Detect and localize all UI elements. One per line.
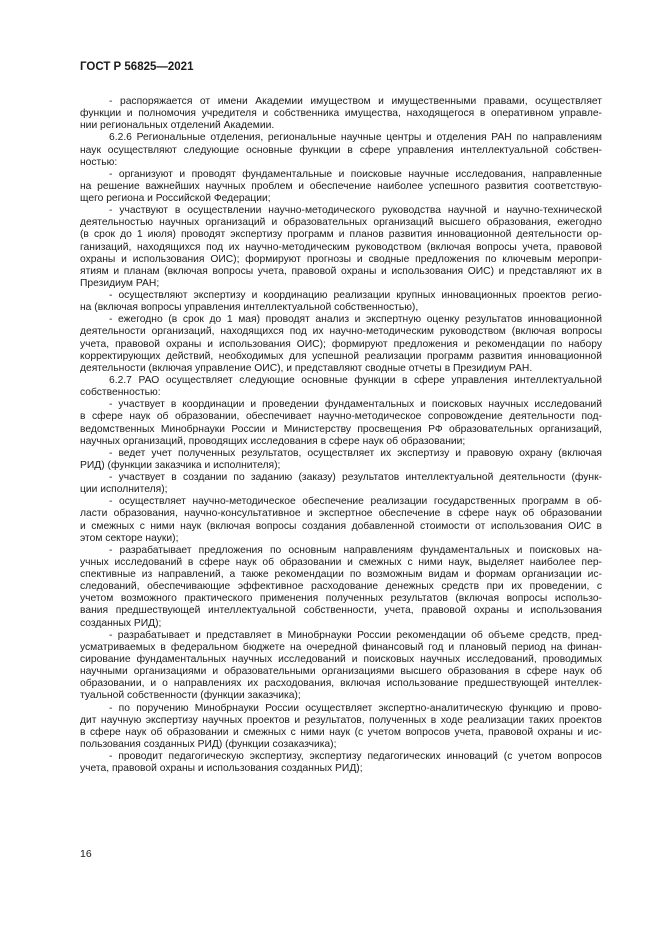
text-line: - организуют и проводят фундаментальные и поисковые научные исследования, направленные [109, 168, 602, 180]
text-line: - участвует в создании по заданию (заказу) результатов интеллектуальной деятельности (функ- [109, 472, 602, 484]
text-line: на решение важнейших научных проблем и обеспечение наиболее успешного развития соответствую- [80, 180, 602, 192]
text-line: Президиум РАН; [80, 277, 160, 289]
text-line: ласти образования, научно-консультативное и экспертное обеспечение в сфере наук об образовании [80, 508, 602, 520]
text-line: ции исполнителя); [80, 484, 168, 496]
text-line: наук осуществляют следующие основные функции в сфере управления интеллектуальной собствен- [80, 144, 602, 156]
text-line: усматриваемых в федеральном бюджете на очередной финансовый год и плановый период на финан- [80, 641, 602, 653]
text-line: в сфере наук об образовании и смежных с ними наук (с учетом вопросов учета, правовой охраны и ис- [80, 726, 602, 738]
text-line: созданных РИД); [80, 617, 162, 629]
text-line: ведомственных Минобрнауки России и Министерству просвещения РФ образовательных организаций, [80, 423, 602, 435]
text-line: охраны и использования ОИС); формируют прогнозы и сводные предложения по ключевым меропри- [80, 253, 602, 265]
text-line: сирование фундаментальных научных исследований и поисковых научных исследований, проводимых [80, 653, 602, 665]
text-line: в сфере наук об образовании, обеспечивает научно-методическое сопровождение деятельности под- [80, 411, 602, 423]
page-number: 16 [80, 848, 92, 860]
text-line: и смежных с ними наук (включая вопросы создания добавленной стоимости от использования ОИС в [80, 520, 602, 532]
text-line: - распоряжается от имени Академии имуществом и имущественными правами, осуществляет [109, 96, 602, 107]
text-line: научными организациями и образовательными организациями высшего образования в сфере наук об [80, 666, 602, 678]
text-line: этом секторе науки); [80, 532, 179, 544]
text-line: корректирующих действий, необходимых для успешной реализации программ развития инновационной [80, 350, 602, 362]
text-line: на (включая вопросы управления интеллектуальной собственностью), [80, 302, 419, 314]
text-line: - по поручению Минобрнауки России осуществляет экспертно-аналитическую функцию и прово- [109, 702, 602, 714]
text-line: - разрабатывает предложения по основным направлениям фундаментальных и поисковых на- [109, 544, 602, 556]
text-line: учета, правовой охраны и использования ОИС); формируют предложения и рекомендации по набору [80, 338, 602, 350]
text-line: учета, правовой охраны и использования созданных РИД); [80, 763, 363, 775]
text-line: деятельности организаций, находящихся под их научно-методическим руководством (включая вопросы [80, 326, 602, 338]
text-line: нии региональных отделений Академии. [80, 120, 275, 132]
text-line: учетом возможного практического применения полученных результатов (включая вопросы использо- [80, 593, 602, 605]
text-line: собственностью: [80, 387, 161, 399]
text-line: ностью: [80, 156, 118, 168]
text-line: туальной собственности (функции заказчика); [80, 690, 301, 702]
text-line: пользования созданных РИД) (функции созаказчика); [80, 738, 337, 750]
text-line: - осуществляет научно-методическое обеспечение реализации государственных программ в об- [109, 496, 602, 508]
text-line: дит научную экспертизу научных проектов и результатов, полученных в ходе реализации таких проектов [80, 714, 602, 726]
text-line: деятельности (включая управление ОИС), и представляют сводные отчеты в Президиум РАН. [80, 362, 533, 374]
text-line: образовании, и о направлениях их расходования, включая использование предшествующей интеллек- [80, 678, 602, 690]
text-line: - проводит педагогическую экспертизу, экспертизу педагогических инноваций (с учетом вопросов [109, 751, 602, 763]
text-line: ганизаций, находящихся под их научно-методическим руководством (включая вопросы учета, правовой [80, 241, 602, 253]
text-line: - разрабатывает и представляет в Минобрнауки России рекомендации об объеме средств, пред- [109, 629, 602, 641]
text-line: ятиям и планам (включая вопросы учета, правовой охраны и использования ОИС) и представляют их в [80, 265, 602, 277]
text-line: - участвуют в осуществлении научно-методического руководства научной и научно-технической [109, 205, 602, 217]
text-line: (в срок до 1 июля) проводят экспертизу программ и планов развития инновационной деятельности ор- [80, 229, 602, 241]
text-line: функции и полномочия учредителя и собственника имущества, находящегося в оперативном управле- [80, 108, 602, 120]
text-line: щего региона и Российской Федерации; [80, 193, 271, 205]
text-line: - ведет учет полученных результатов, осуществляет их экспертизу и правовую охрану (включая [109, 447, 602, 459]
text-line: вания предшествующей интеллектуальной собственности, учета, правовой охраны и использования [80, 605, 602, 617]
document-header: ГОСТ Р 56825—2021 [80, 61, 194, 73]
text-line: 6.2.7 РАО осуществляет следующие основные функции в сфере управления интеллектуальной [109, 374, 602, 386]
text-line: следований, обеспечивающие эффективное расходование денежных средств при их проведении, с [80, 581, 602, 593]
text-line: 6.2.6 Региональные отделения, региональные научные центры и отделения РАН по направлениям [109, 132, 602, 144]
text-line: научных организаций, проводящих исследования в сфере наук об образовании; [80, 435, 466, 447]
text-line: РИД) (функции заказчика и исполнителя); [80, 459, 281, 471]
text-line: - осуществляют экспертизу и координацию реализации крупных инновационных проектов регио- [109, 290, 602, 302]
text-line: деятельностью научных организаций и образовательных организаций высшего образования, ежегодно [80, 217, 602, 229]
text-line: - участвует в координации и проведении фундаментальных и поисковых научных исследований [109, 399, 602, 411]
text-line: спективные из направлений, а также рекомендации по возможным видам и формам организации ис- [80, 569, 602, 581]
text-line: - ежегодно (в срок до 1 мая) проводят анализ и экспертную оценку результатов инновационной [109, 314, 602, 326]
text-line: учных исследований в сфере наук об образовании и смежных с ними наук, выделяет наиболее пер- [80, 556, 602, 568]
